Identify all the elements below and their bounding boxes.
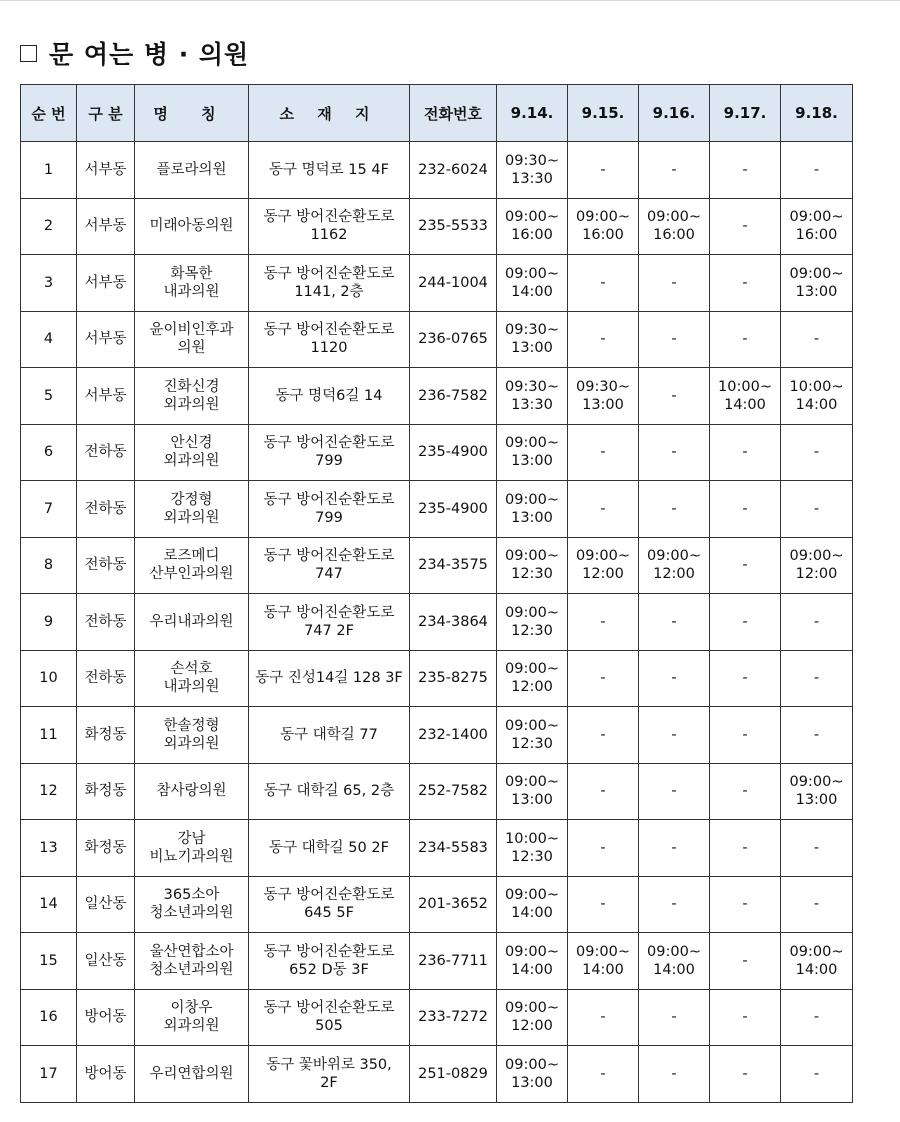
cell-area: 서부동 bbox=[77, 368, 135, 425]
cell-hours-9-16: - bbox=[639, 707, 710, 764]
cell-phone: 234-3864 bbox=[410, 594, 497, 651]
cell-hours-9-14: 09:00~ 13:00 bbox=[497, 424, 568, 481]
cell-number: 11 bbox=[21, 707, 77, 764]
header-phone: 전화번호 bbox=[410, 85, 497, 142]
cell-hours-9-17: - bbox=[710, 820, 781, 877]
top-divider bbox=[0, 0, 900, 1]
cell-phone: 235-4900 bbox=[410, 424, 497, 481]
table-row bbox=[21, 876, 853, 933]
cell-address: 동구 방어진순환도로 799 bbox=[249, 481, 410, 538]
cell-hours-9-14: 09:00~ 12:00 bbox=[497, 650, 568, 707]
cell-hours-9-17: - bbox=[710, 311, 781, 368]
cell-phone: 235-4900 bbox=[410, 481, 497, 538]
cell-hours-9-15: - bbox=[568, 1046, 639, 1103]
cell-hours-9-18: - bbox=[781, 820, 853, 877]
cell-hours-9-14: 09:30~ 13:00 bbox=[497, 311, 568, 368]
header-address: 소 재 지 bbox=[249, 85, 410, 142]
cell-hours-9-18: - bbox=[781, 424, 853, 481]
cell-hours-9-18: - bbox=[781, 481, 853, 538]
cell-area: 화정동 bbox=[77, 763, 135, 820]
cell-clinic-name: 손석호 내과의원 bbox=[135, 650, 249, 707]
cell-phone: 252-7582 bbox=[410, 763, 497, 820]
cell-number: 3 bbox=[21, 255, 77, 312]
cell-hours-9-15: - bbox=[568, 763, 639, 820]
cell-hours-9-16: - bbox=[639, 876, 710, 933]
cell-hours-9-17: - bbox=[710, 481, 781, 538]
cell-hours-9-17: - bbox=[710, 707, 781, 764]
cell-address: 동구 꽃바위로 350, 2F bbox=[249, 1046, 410, 1103]
cell-clinic-name: 진화신경 외과의원 bbox=[135, 368, 249, 425]
cell-phone: 236-0765 bbox=[410, 311, 497, 368]
table-row bbox=[21, 650, 853, 707]
cell-number: 12 bbox=[21, 763, 77, 820]
cell-hours-9-18: 09:00~ 16:00 bbox=[781, 198, 853, 255]
table-header-row bbox=[21, 85, 853, 142]
cell-hours-9-16: - bbox=[639, 142, 710, 199]
cell-address: 동구 방어진순환도로 505 bbox=[249, 989, 410, 1046]
cell-clinic-name: 한솔정형 외과의원 bbox=[135, 707, 249, 764]
cell-area: 전하동 bbox=[77, 650, 135, 707]
cell-hours-9-15: - bbox=[568, 650, 639, 707]
cell-hours-9-17: - bbox=[710, 142, 781, 199]
table-row bbox=[21, 1046, 853, 1103]
cell-hours-9-16: - bbox=[639, 650, 710, 707]
table-row bbox=[21, 368, 853, 425]
cell-hours-9-18: 09:00~ 14:00 bbox=[781, 933, 853, 990]
cell-clinic-name: 화목한 내과의원 bbox=[135, 255, 249, 312]
cell-area: 일산동 bbox=[77, 876, 135, 933]
cell-hours-9-16: - bbox=[639, 424, 710, 481]
cell-phone: 251-0829 bbox=[410, 1046, 497, 1103]
cell-address: 동구 방어진순환도로 645 5F bbox=[249, 876, 410, 933]
cell-number: 4 bbox=[21, 311, 77, 368]
cell-phone: 235-5533 bbox=[410, 198, 497, 255]
cell-number: 7 bbox=[21, 481, 77, 538]
cell-hours-9-14: 09:30~ 13:30 bbox=[497, 142, 568, 199]
table-row bbox=[21, 989, 853, 1046]
cell-clinic-name: 강남 비뇨기과의원 bbox=[135, 820, 249, 877]
header-name: 명 칭 bbox=[135, 85, 249, 142]
table-row bbox=[21, 142, 853, 199]
cell-hours-9-14: 09:00~ 13:00 bbox=[497, 1046, 568, 1103]
cell-hours-9-15: - bbox=[568, 876, 639, 933]
cell-clinic-name: 우리연합의원 bbox=[135, 1046, 249, 1103]
cell-number: 8 bbox=[21, 537, 77, 594]
cell-hours-9-18: - bbox=[781, 594, 853, 651]
cell-hours-9-16: - bbox=[639, 255, 710, 312]
cell-hours-9-17: - bbox=[710, 989, 781, 1046]
cell-number: 2 bbox=[21, 198, 77, 255]
cell-area: 전하동 bbox=[77, 594, 135, 651]
cell-number: 13 bbox=[21, 820, 77, 877]
table-row bbox=[21, 707, 853, 764]
cell-number: 9 bbox=[21, 594, 77, 651]
cell-hours-9-17: - bbox=[710, 650, 781, 707]
cell-address: 동구 방어진순환도로 747 2F bbox=[249, 594, 410, 651]
table-row bbox=[21, 594, 853, 651]
cell-hours-9-17: - bbox=[710, 1046, 781, 1103]
cell-clinic-name: 미래아동의원 bbox=[135, 198, 249, 255]
cell-address: 동구 명덕로 15 4F bbox=[249, 142, 410, 199]
cell-area: 방어동 bbox=[77, 1046, 135, 1103]
cell-hours-9-15: 09:00~ 14:00 bbox=[568, 933, 639, 990]
cell-phone: 236-7582 bbox=[410, 368, 497, 425]
table-row bbox=[21, 311, 853, 368]
table-row bbox=[21, 933, 853, 990]
cell-hours-9-16: - bbox=[639, 368, 710, 425]
cell-phone: 232-6024 bbox=[410, 142, 497, 199]
table-row bbox=[21, 198, 853, 255]
clinic-schedule-table bbox=[20, 84, 853, 1103]
cell-area: 서부동 bbox=[77, 198, 135, 255]
cell-hours-9-17: - bbox=[710, 763, 781, 820]
cell-hours-9-14: 10:00~ 12:30 bbox=[497, 820, 568, 877]
cell-hours-9-15: - bbox=[568, 424, 639, 481]
cell-hours-9-15: - bbox=[568, 820, 639, 877]
cell-hours-9-14: 09:00~ 16:00 bbox=[497, 198, 568, 255]
cell-hours-9-17: - bbox=[710, 198, 781, 255]
cell-hours-9-16: - bbox=[639, 311, 710, 368]
cell-hours-9-15: - bbox=[568, 142, 639, 199]
cell-hours-9-17: - bbox=[710, 933, 781, 990]
header-date-9-18: 9.18. bbox=[781, 85, 853, 142]
cell-hours-9-18: - bbox=[781, 142, 853, 199]
cell-hours-9-16: - bbox=[639, 481, 710, 538]
cell-hours-9-14: 09:00~ 14:00 bbox=[497, 876, 568, 933]
cell-hours-9-17: - bbox=[710, 537, 781, 594]
cell-clinic-name: 윤이비인후과 의원 bbox=[135, 311, 249, 368]
cell-clinic-name: 참사랑의원 bbox=[135, 763, 249, 820]
cell-hours-9-14: 09:00~ 13:00 bbox=[497, 763, 568, 820]
cell-area: 화정동 bbox=[77, 707, 135, 764]
cell-address: 동구 명덕6길 14 bbox=[249, 368, 410, 425]
cell-hours-9-14: 09:00~ 14:00 bbox=[497, 933, 568, 990]
cell-clinic-name: 우리내과의원 bbox=[135, 594, 249, 651]
cell-address: 동구 대학길 77 bbox=[249, 707, 410, 764]
cell-hours-9-18: - bbox=[781, 311, 853, 368]
table-row bbox=[21, 255, 853, 312]
header-date-9-14: 9.14. bbox=[497, 85, 568, 142]
cell-area: 서부동 bbox=[77, 255, 135, 312]
cell-number: 15 bbox=[21, 933, 77, 990]
cell-area: 방어동 bbox=[77, 989, 135, 1046]
cell-number: 17 bbox=[21, 1046, 77, 1103]
header-area: 구 분 bbox=[77, 85, 135, 142]
header-number: 순 번 bbox=[21, 85, 77, 142]
cell-number: 1 bbox=[21, 142, 77, 199]
cell-hours-9-16: - bbox=[639, 594, 710, 651]
cell-hours-9-17: - bbox=[710, 255, 781, 312]
cell-hours-9-15: - bbox=[568, 481, 639, 538]
cell-address: 동구 대학길 65, 2층 bbox=[249, 763, 410, 820]
cell-number: 10 bbox=[21, 650, 77, 707]
cell-phone: 201-3652 bbox=[410, 876, 497, 933]
cell-number: 14 bbox=[21, 876, 77, 933]
cell-area: 전하동 bbox=[77, 537, 135, 594]
cell-hours-9-14: 09:00~ 12:30 bbox=[497, 537, 568, 594]
cell-hours-9-16: - bbox=[639, 820, 710, 877]
cell-address: 동구 진성14길 128 3F bbox=[249, 650, 410, 707]
cell-hours-9-18: - bbox=[781, 1046, 853, 1103]
cell-number: 16 bbox=[21, 989, 77, 1046]
cell-hours-9-15: - bbox=[568, 989, 639, 1046]
cell-hours-9-17: - bbox=[710, 424, 781, 481]
cell-hours-9-16: - bbox=[639, 989, 710, 1046]
cell-phone: 232-1400 bbox=[410, 707, 497, 764]
cell-hours-9-14: 09:00~ 12:30 bbox=[497, 594, 568, 651]
header-date-9-17: 9.17. bbox=[710, 85, 781, 142]
cell-hours-9-17: 10:00~ 14:00 bbox=[710, 368, 781, 425]
page-title bbox=[20, 36, 249, 70]
cell-hours-9-18: - bbox=[781, 707, 853, 764]
cell-phone: 234-3575 bbox=[410, 537, 497, 594]
cell-hours-9-18: 09:00~ 12:00 bbox=[781, 537, 853, 594]
cell-clinic-name: 플로라의원 bbox=[135, 142, 249, 199]
cell-clinic-name: 365소아 청소년과의원 bbox=[135, 876, 249, 933]
cell-hours-9-17: - bbox=[710, 594, 781, 651]
cell-hours-9-16: 09:00~ 16:00 bbox=[639, 198, 710, 255]
cell-area: 전하동 bbox=[77, 481, 135, 538]
checkbox-square-icon bbox=[20, 45, 37, 62]
cell-hours-9-16: - bbox=[639, 763, 710, 820]
cell-hours-9-15: - bbox=[568, 255, 639, 312]
table-row bbox=[21, 424, 853, 481]
cell-hours-9-14: 09:30~ 13:30 bbox=[497, 368, 568, 425]
table-row bbox=[21, 481, 853, 538]
cell-hours-9-15: - bbox=[568, 311, 639, 368]
cell-number: 5 bbox=[21, 368, 77, 425]
cell-address: 동구 방어진순환도로 1141, 2층 bbox=[249, 255, 410, 312]
cell-address: 동구 대학길 50 2F bbox=[249, 820, 410, 877]
header-date-9-15: 9.15. bbox=[568, 85, 639, 142]
cell-hours-9-17: - bbox=[710, 876, 781, 933]
cell-phone: 235-8275 bbox=[410, 650, 497, 707]
table-row bbox=[21, 537, 853, 594]
cell-address: 동구 방어진순환도로 799 bbox=[249, 424, 410, 481]
cell-hours-9-18: - bbox=[781, 876, 853, 933]
cell-hours-9-15: 09:00~ 12:00 bbox=[568, 537, 639, 594]
cell-hours-9-15: 09:30~ 13:00 bbox=[568, 368, 639, 425]
cell-hours-9-15: 09:00~ 16:00 bbox=[568, 198, 639, 255]
cell-area: 서부동 bbox=[77, 311, 135, 368]
header-date-9-16: 9.16. bbox=[639, 85, 710, 142]
cell-clinic-name: 안신경 외과의원 bbox=[135, 424, 249, 481]
cell-number: 6 bbox=[21, 424, 77, 481]
cell-clinic-name: 이창우 외과의원 bbox=[135, 989, 249, 1046]
cell-area: 화정동 bbox=[77, 820, 135, 877]
cell-hours-9-14: 09:00~ 13:00 bbox=[497, 481, 568, 538]
cell-address: 동구 방어진순환도로 747 bbox=[249, 537, 410, 594]
cell-hours-9-14: 09:00~ 12:30 bbox=[497, 707, 568, 764]
cell-hours-9-16: 09:00~ 14:00 bbox=[639, 933, 710, 990]
cell-clinic-name: 울산연합소아 청소년과의원 bbox=[135, 933, 249, 990]
cell-address: 동구 방어진순환도로 1120 bbox=[249, 311, 410, 368]
cell-clinic-name: 강정형 외과의원 bbox=[135, 481, 249, 538]
cell-hours-9-16: - bbox=[639, 1046, 710, 1103]
cell-phone: 234-5583 bbox=[410, 820, 497, 877]
cell-hours-9-15: - bbox=[568, 594, 639, 651]
cell-area: 전하동 bbox=[77, 424, 135, 481]
cell-hours-9-16: 09:00~ 12:00 bbox=[639, 537, 710, 594]
cell-hours-9-14: 09:00~ 14:00 bbox=[497, 255, 568, 312]
cell-hours-9-18: - bbox=[781, 650, 853, 707]
cell-area: 일산동 bbox=[77, 933, 135, 990]
table-row bbox=[21, 763, 853, 820]
table-row bbox=[21, 820, 853, 877]
cell-hours-9-18: - bbox=[781, 989, 853, 1046]
cell-address: 동구 방어진순환도로 652 D동 3F bbox=[249, 933, 410, 990]
cell-address: 동구 방어진순환도로 1162 bbox=[249, 198, 410, 255]
cell-phone: 233-7272 bbox=[410, 989, 497, 1046]
cell-phone: 244-1004 bbox=[410, 255, 497, 312]
cell-phone: 236-7711 bbox=[410, 933, 497, 990]
cell-clinic-name: 로즈메디 산부인과의원 bbox=[135, 537, 249, 594]
cell-hours-9-18: 10:00~ 14:00 bbox=[781, 368, 853, 425]
cell-hours-9-14: 09:00~ 12:00 bbox=[497, 989, 568, 1046]
cell-hours-9-15: - bbox=[568, 707, 639, 764]
cell-hours-9-18: 09:00~ 13:00 bbox=[781, 763, 853, 820]
cell-hours-9-18: 09:00~ 13:00 bbox=[781, 255, 853, 312]
page-title-text: 문 여는 병 · 의원 bbox=[49, 40, 250, 69]
cell-area: 서부동 bbox=[77, 142, 135, 199]
